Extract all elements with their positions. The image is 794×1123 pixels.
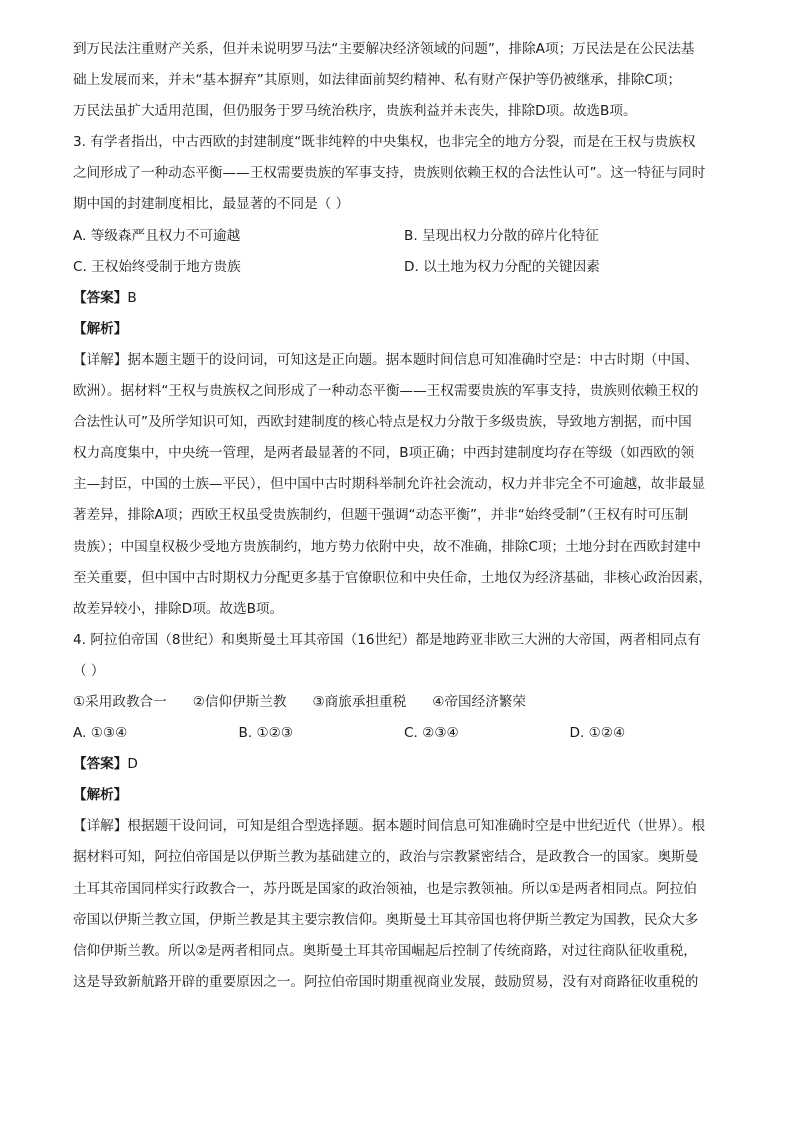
question-stem-line: （ ） [73,662,105,679]
text-line: 万民法虽扩大适用范围，但仍服务于罗马统治秩序，贵族利益并未丧失，排除D项。故选B项。 [73,103,637,120]
text-line: 到万民法注重财产关系，但并未说明罗马法“主要解决经济领域的问题”，排除A项；万民法是在公民法基 [73,41,695,57]
text-line: 础上发展而来，并未“基本摒弃”其原则，如法律面前契约精神、私有财产保护等仍被继承，排除C项； [73,72,682,89]
option-d: D. 以土地为权力分配的关键因素 [404,258,600,275]
question-stem-line: 3. 有学者指出，中古西欧的封建制度“既非纯粹的中央集权，也非完全的地方分裂，而是在王权与贵族权 [73,134,696,151]
question-3 [73,127,735,625]
detail-line: 至关重要，但中国中古时期权力分配更多基于官僚职位和中央任命，土地仅为经济基础，非核心政治因素， [73,569,712,586]
detail-line: 信仰伊斯兰教。所以②是两者相同点。奥斯曼土耳其帝国崛起后控制了传统商路，对过往商队征收重税， [73,942,697,959]
question-stem-line: 之间形成了一种动态平衡——王权需要贵族的军事支持，贵族则依赖王权的合法性认可”。这一特征与同时 [73,165,706,182]
analysis-label: 【解析】 [73,787,128,804]
detail-line: 故差异较小，排除D项。故选B项。 [73,600,284,617]
answer-tag: 【答案】 [73,289,128,306]
analysis-label: 【解析】 [73,320,128,337]
intro-paragraph [73,34,735,127]
question-stem-line: 期中国的封建制度相比，最显著的不同是（ ） [73,196,350,213]
statement-3: ③商旅承担重税 [312,693,407,710]
detail-line: 欧洲）。据材料“王权与贵族权之间形成了一种动态平衡——王权需要贵族的军事支持，贵族则依赖王权的 [73,383,699,400]
answer-value: B [127,289,137,306]
detail-line: 权力高度集中，中央统一管理，是两者最显著的不同，B项正确；中西封建制度均存在等级（如西欧的领 [73,445,695,462]
detail-line: 据材料可知，阿拉伯帝国是以伊斯兰教为基础建立的，政治与宗教紧密结合，是政教合一的国家。奥斯曼 [73,849,699,866]
answer-line [73,749,735,780]
question-4 [73,625,735,998]
detail-line: 主—封臣，中国的士族—平民），但中国中古时期科举制允许社会流动，权力并非完全不可逾越，故非最显 [73,476,706,493]
statement-1: ①采用政教合一 [73,693,167,710]
analysis-tag [73,780,735,811]
answer-value: D [127,756,138,773]
option-row [73,718,735,749]
option-c: C. ②③④ [404,725,459,742]
option-b: B. 呈现出权力分散的碎片化特征 [404,227,599,244]
answer-tag: 【答案】 [73,756,128,773]
option-a: A. ①③④ [73,725,128,742]
detail-line: 著差异，排除A项；西欧王权虽受贵族制约，但题干强调“动态平衡”，并非“始终受制”（王权有时可压制 [73,507,689,524]
question-stem-line: 4. 阿拉伯帝国（8世纪）和奥斯曼土耳其帝国（16世纪）都是地跨亚非欧三大洲的大帝国，两者相同点有 [73,631,701,648]
option-a: A. 等级森严且权力不可逾越 [73,227,241,244]
option-row [73,221,735,252]
detail-line: 合法性认可”及所学知识可知，西欧封建制度的核心特点是权力分散于多级贵族，导致地方割据，而中国 [73,414,692,431]
statement-2: ②信仰伊斯兰教 [192,693,287,710]
detail-line: 土耳其帝国同样实行政教合一，苏丹既是国家的政治领袖，也是宗教领袖。所以①是两者相同点。阿拉伯 [73,880,697,897]
option-b: B. ①②③ [238,725,294,742]
statement-4: ④帝国经济繁荣 [432,693,526,710]
detail-line: 【详解】据本题主题干的设问词，可知这是正向题。据本题时间信息可知准确时空是：中古时期（中国、 [73,351,699,368]
answer-line [73,283,735,314]
option-c: C. 王权始终受制于地方贵族 [73,258,241,275]
statement-row [73,687,735,718]
document-page [73,34,735,998]
analysis-tag [73,314,735,345]
detail-line: 贵族）；中国皇权极少受地方贵族制约，地方势力依附中央，故不准确，排除C项；土地分封在西欧封建中 [73,538,702,555]
detail-line: 这是导致新航路开辟的重要原因之一。阿拉伯帝国时期重视商业发展，鼓励贸易，没有对商路征收重税的 [73,973,699,990]
detail-line: 【详解】根据题干设问词，可知是组合型选择题。据本题时间信息可知准确时空是中世纪近代（世界）。根 [73,818,706,835]
option-row [73,252,735,283]
option-d: D. ①②④ [569,725,626,742]
detail-line: 帝国以伊斯兰教立国，伊斯兰教是其主要宗教信仰。奥斯曼土耳其帝国也将伊斯兰教定为国教，民众大多 [73,911,699,928]
